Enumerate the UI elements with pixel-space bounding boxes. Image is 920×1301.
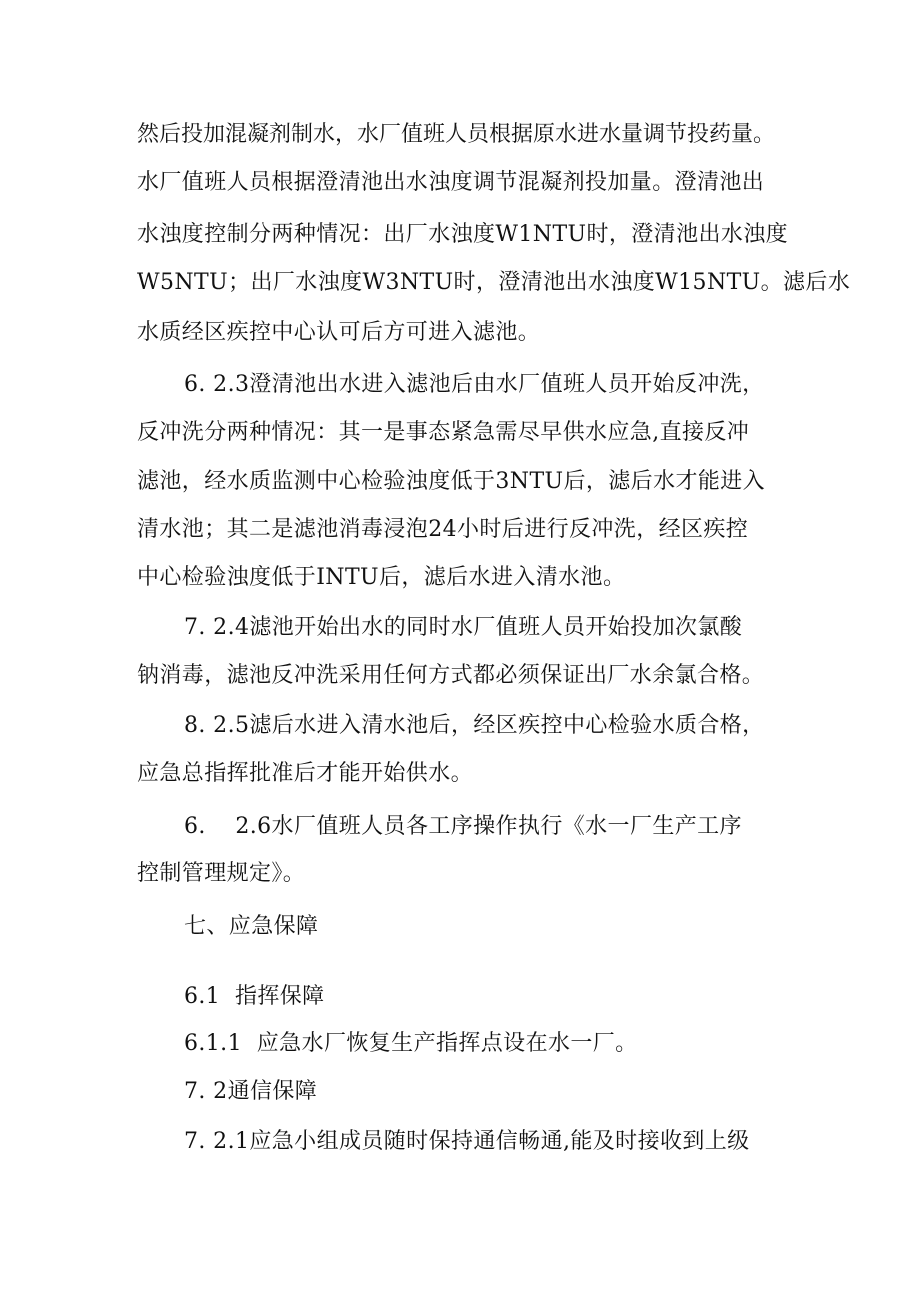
text-line: 7. 2.1应急小组成员随时保持通信畅通,能及时接收到上级 [184, 1129, 750, 1154]
text-line: 6. 2.3澄清池出水进入滤池后由水厂值班人员开始反冲洗， [184, 372, 765, 397]
text-line: 水厂值班人员根据澄清池出水浊度调节混凝剂投加量。澄清池出 [137, 170, 765, 195]
text-line: 水质经区疾控中心认可后方可进入滤池。 [137, 320, 541, 345]
text-line: 7. 2.4滤池开始出水的同时水厂值班人员开始投加次氯酸 [184, 615, 743, 640]
text-line: 然后投加混凝剂制水，水厂值班人员根据原水进水量调节投药量。 [137, 122, 776, 147]
text-line: 控制管理规定》。 [137, 861, 306, 886]
text-line: 清水池；其二是滤池消毒浸泡24小时后进行反冲洗，经区疾控 [137, 517, 749, 542]
text-line: 滤池，经水质监测中心检验浊度低于3NTU后，滤后水才能进入 [137, 469, 766, 494]
text-line: 钠消毒，滤池反冲洗采用任何方式都必须保证出厂水余氯合格。 [137, 663, 765, 688]
text-line: W5NTU；出厂水浊度W3NTU时，澄清池出水浊度W15NTU。滤后水 [137, 270, 851, 295]
subsection-heading: 6.1 指挥保障 [184, 984, 325, 1009]
text-line: 6. 2.6水厂值班人员各工序操作执行《水一厂生产工序 [184, 814, 742, 839]
text-line: 6.1.1 应急水厂恢复生产指挥点设在水一厂。 [184, 1031, 638, 1056]
subsection-heading: 7. 2通信保障 [184, 1079, 318, 1104]
text-line: 水浊度控制分两种情况：出厂水浊度W1NTU时，澄清池出水浊度 [137, 222, 789, 247]
text-line: 反冲洗分两种情况：其一是事态紧急需尽早供水应急,直接反冲 [137, 420, 750, 445]
text-line: 中心检验浊度低于INTU后，滤后水进入清水池。 [137, 565, 626, 590]
text-line: 应急总指挥批准后才能开始供水。 [137, 761, 474, 786]
text-line: 8. 2.5滤后水进入清水池后，经区疾控中心检验水质合格， [184, 713, 765, 738]
section-heading: 七、应急保障 [184, 914, 319, 939]
